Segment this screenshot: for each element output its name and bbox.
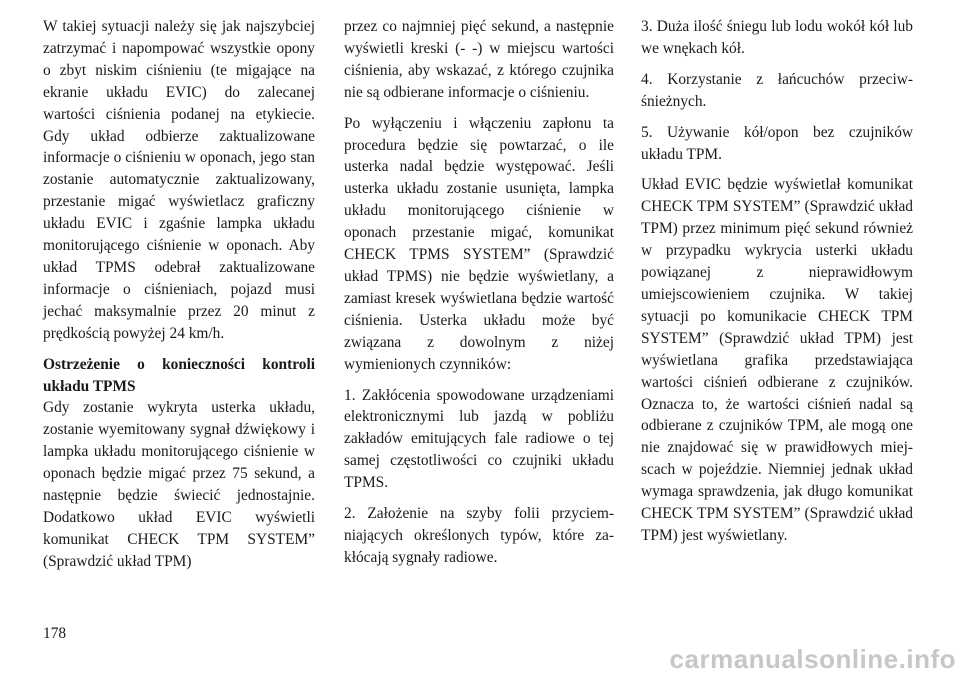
list-item-5: 5. Używanie kół/opon bez czujników układu TPM. bbox=[641, 123, 913, 163]
list-item-1: 1. Zakłócenia spowodowane urządzeniami elektronicznymi lub jazdą w pobliżu zakładów emitujących fale radiowe o tej samej częstotliwości co czujniki układu TPMS. bbox=[344, 386, 614, 492]
paragraph-sensor-location: Układ EVIC będzie wyświetlał komunikat CHECK TPM SYSTEM” (Sprawdzić układ TPM) przez minimum pięć sekund również w przypadku wykrycia usterki układu powiązanej z nieprawidłowym umiejscowieniem czujnika. W takiej sytuacji po komunikacie CHECK TPM SYSTEM” (Sprawdzić układ TPM) jest wyświetlana grafika przedstawiająca wartości ciśnień odbierane z czujników. Oznacza to, że wartości ciśnień nadal są odbierane z czujników TPM, ale mogą one nie znajdować się w prawidłowych miejscach w pojeździe. Niemniej jednak układ wymaga sprawdzenia, jak długo komunikat CHECK TPM SYSTEM” (Sprawdzić układ TPM) jest wyświetlany. bbox=[641, 176, 913, 544]
paragraph-pressure-update: W takiej sytuacji należy się jak najszybciej zatrzymać i napompować wszystkie opony o zbyt niskim ciśnieniu (te migające na ekranie układu EVIC) do zalecanej wartości ciśnienia podanej na etykiecie. Gdy układ odbierze zaktualizowane informacje o ciśnieniu w oponach, jego stan zostanie automatycznie zaktualizowany, przestanie migać wyświetlacz graficzny układu EVIC i zgaśnie lampka układu monitorującego ciśnienie w oponach. Aby układ TPMS odebrał zaktualizowane informacje o ciśnieniach, pojazd musi jechać maksymalnie przez 20 minut z prędkością powyżej 24 km/h. bbox=[43, 18, 315, 342]
text-column-middle bbox=[344, 16, 614, 578]
paragraph-malfunction: Gdy zostanie wykryta usterka układu, zostanie wyemitowany sygnał dźwiękowy i lampka układu monitorującego ciśnienie w oponach będzie migać przez 75 sekund, a następnie będzie świecić jednostajnie. Dodatkowo układ EVIC wyświetli komunikat CHECK TPM SYSTEM” (Sprawdzić układ TPM) bbox=[43, 399, 315, 570]
list-item-3: 3. Duża ilość śniegu lub lodu wokół kół lub we wnękach kół. bbox=[641, 18, 913, 57]
section-tpms-warning bbox=[43, 354, 315, 573]
paragraph-dashes: przez co najmniej pięć sekund, a następnie wyświetli kreski (- -) w miejscu wartości ciśnienia, aby wskazać, z którego czujnika nie są odbierane informacje o ciśnieniu. bbox=[344, 18, 614, 101]
list-item-2: 2. Założenie na szyby folii przyciemniających określonych typów, które zakłócają sygnały radiowe. bbox=[344, 505, 614, 566]
page-number: 178 bbox=[43, 625, 67, 642]
text-column-right bbox=[641, 16, 913, 556]
watermark: carmanualsonline.info bbox=[669, 644, 956, 674]
text-column-left bbox=[43, 16, 315, 573]
section-heading: Ostrzeżenie o konieczności kontroli układu TPMS bbox=[43, 355, 315, 395]
list-item-4: 4. Korzystanie z łańcuchów przeciwśnieżnych. bbox=[641, 70, 913, 110]
paragraph-ignition-cycle: Po wyłączeniu i włączeniu zapłonu ta procedura będzie się powtarzać, o ile usterka nadal będzie występować. Jeśli usterka układu zostanie usunięta, lampka układu monitorującego ciśnienie w oponach przestanie migać, komunikat CHECK TPMS SYSTEM” (Sprawdzić układ TPMS) nie będzie wyświetlany, a zamiast kresek wyświetlana będzie wartość ciśnienia. Usterka układu może być związana z dowolnym z niżej wymienionych czynników: bbox=[344, 114, 614, 373]
